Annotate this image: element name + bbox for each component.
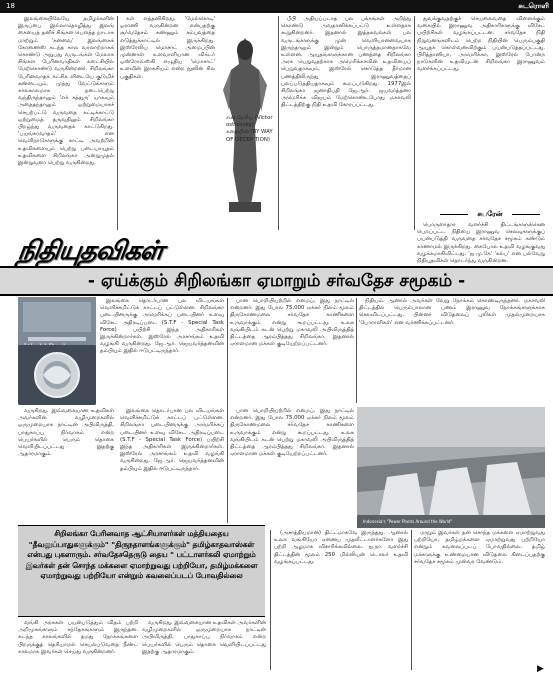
page-number: 18 [6, 2, 15, 10]
article-paragraph: துவக்குவதற்குச் செயலைவதை விளைக்கும் வகையில் இராணுவ அதிகாரிகளுக்கு விசேட பயிற்சிகள் வழங்கப்பட்டன. சர்வதேச நிதி நிறுவனங்களிடம் பெற்ற நிதியின் பெரும்பகுதி ஆயுதக் கொள்வனவிற்கும் பயன்படுத்தப்பட்டது. பிரித்தானியா, அமெரிக்கா, இஸ்ரேல் போன்ற நாடுகளின் உதவியுடன் சிறிலங்கா இராணுவம் வளர்க்கப்பட்டது. [417, 16, 545, 73]
magazine-logo: சுடரொளி [518, 2, 549, 10]
article-paragraph: வருகிறது. இவ்வகையான உதவிகள் அவர்களின் வழிமுறைகளில் ஒருமுறையாக நாட்டின் அபிவிருத்தி, பாதுகாப்பு நிர்வாகம் என்ற பெயர்களில் பெரும் தொகை வெளியிடப்பட்டது இதற்கு ஆதாரமாகும். [18, 408, 114, 458]
column-divider [411, 530, 412, 670]
column-divider [227, 298, 228, 523]
article-column-mid-3 [359, 298, 545, 403]
article-column-mid-2 [230, 298, 354, 398]
continue-arrow-icon: ▶ [537, 664, 544, 674]
article-paragraph: பான பொறியியற்றில் எமைப், இது நாட்டில் என்றனர். இது போல 75,000 ஏக்கர் நிலம் மூலம் திருகோணமலை சர்வதேச காணிகளை உருவாக்கும் என்று கூறப்பட்டது. உலக வங்கியிடம் கடன் பெற்று மகாவலி அபிவிருத்தித் திட்டத்தை ஆரம்பித்தது சிறிலங்கா. இதனால் ஏராளமான மக்கள் குடியேற்றப்பட்டனர். [230, 408, 354, 458]
article-column-low-1 [18, 408, 114, 520]
book-caption-line: கதையின் (BY WAY OF DECEP TION) [226, 129, 273, 143]
article-paragraph: இலங்கையிலேயே தமிழர்களின் இருப்பை இல்லாதொழித்து இலங் கையைத் தனிச் சிங்கள பௌத்த நாடாக மாற்றும் 'கனவை' இலங்கைக் கோணைஸ் கடந்த கால வரலாற்றாகக் கொண்டு அறுபது வருடங்கள் மேலாக சிங்கள பேரினவாதிகள் கடைசியில் மேற்கொண்டு வருகின்றனர். சிறிலங்கா பேரினவாதக் கட்சிக ளிடையே குடுமிச் சண்டையும், முந்து வேட்டுக்களும் காலகாலமாக நடைபெற்று வந்திருந்தாலும் 'எச் சத்துரு' யாகவும் அதைதந்தாலும் ஒற்றுமையாகச் செயற்பட்டு வருவதை சுட்டிக்காட்டு ஒற்றுமைத் தருவதிலும் சிறிலங்கா பிறழ்ந்து வருவதைக் காட்டுகிறது. 'பயங்கரவாதம்' என வெளிநாடுகளுக்கு காட்டி அவற்றின் உதவிகளையும் பெற்று படையாயுதம் உதவிகளை சிறிலங்கா அன்றுமுதல் இன்றுவரை பெற்று வருகின்றது. [18, 16, 114, 167]
column-divider [278, 16, 279, 230]
article-column-4-continued [417, 222, 545, 266]
column-divider [270, 530, 271, 670]
article-column-bottom-1 [18, 620, 138, 675]
article-column-bottom-4 [414, 530, 545, 670]
article-paragraph: இலங்கை தொடர்பான பல விடயங்கள் வெளிச்சமிட்டுக் காட்டப் பட்டுள்ளன. சிறிலங்கா படையினருக்கு அமெரிக்கப் படையினர் உளவு விசேட அதிரடிப்படை (S.T.F - Special Task Force) பயிற்சி இந்த அதிகாரிகள் இருக்கின்றார்கள். இஸ்ரேல் அரசாங்கம் உதவி வழங்கி வருகின்றது. ஜே.ஆர். ஜெயவர்த்தனவின் தம்பியும் இதில் ஈடுபட்டிருந்தார். [120, 408, 224, 472]
article-paragraph: வருகிறது. இவ்வகையான உதவிகள் அவர்களின் வழிமுறைகளில் ஒருமுறையாக நாட்டின் அபிவிருத்தி, பாதுகாப்பு நிர்வாகம் என்ற பெயர்களில் பெரும் தொகை வெளியிடப்பட்டது இதற்கு ஆதாரமாகும். [142, 620, 266, 655]
article-paragraph: வங்கி அரசுகள் பயன்படுத்தும் விதம் பற்றி அறிமுகங்களும் சந்தேகங்களும் இருந்தன. கடந்த காலங்களில் தமது நோக்கங்களை பிறருக்குத் தெரியாமல் செயல்படுவதை நீண்ட காலமாக இவர்கள் செய்து வருகின்றனர். [18, 620, 138, 655]
author-byline: சுபரேன் [440, 210, 540, 219]
book-caption-line: என் றேரிய (Victor ostrovsky) [226, 115, 273, 129]
article-column-low-2 [120, 408, 224, 520]
article-paragraph: நிதியம். ஆனால் அவர்கள் வேறு நோக்கம் கொண்டிருந்தனர். மகாவலி திட்டத்தில் பெரும்பாலான பணம் இராணுவ நோக்கங்களுக்காக செலவிடப்பட்டது. பின்னர் விடுதலைப் புலிகள் முதல்முறையாக 'போராளிகள்' என வர்ணிக்கப்பட்டனர். [359, 298, 545, 326]
article-column-low-3 [230, 408, 354, 520]
column-divider [356, 298, 357, 403]
article-column-bottom-1b [142, 620, 266, 675]
column-divider [414, 16, 415, 230]
imf-seal-photo [18, 345, 96, 405]
pull-quote-box [18, 525, 265, 617]
article-paragraph: (அசாத்தியமான) திட்டமாகவே இருந்தது. ஆனால் உலக வங்கியோ ஏனைய முதலீட்டாளர்களோ இது பற்றி ஆழமாக விசாரிக்கவில்லை. ஐ.நா. வளர்ச்சி திட்டத்தின் மூலம் 250 மில்லியன் டொலர் உதவி வழங்கப்பட்டது. [274, 530, 408, 565]
dam-photo [357, 407, 545, 528]
dam-photo-caption: Indonesia's "Power Plants Around the World" [363, 519, 453, 524]
pull-quote: சிறிலங்கா பேரினவாத ஆட்சியாளர்கள் மத்தியதைய "தீவலுப்பாதுகளுக்கும்" "திருநதாளங்களுக்கும்" தமிழ்காதவாஸ்கள் என்பது புகளாரும். சர்வதேசதெருடு தைய " பட்டாளர்கலி ஏமாற்றும் இவர்கள் தன் சொந்த மக்களை ஏமாற்றுவது பற்றியோ, தமிழ்மக்களை ஏமாற்றுவது பற்றியோ என்றும் கவலைப்படப் போவதில்லை [25, 529, 258, 580]
article-column-2 [120, 16, 215, 230]
article-title-box [15, 236, 273, 266]
article-column-bottom-2 [274, 530, 408, 670]
article-title: நிதியுதவிகள் [15, 236, 165, 266]
article-paragraph: பொருளாதார வளர்ச்சி திட்டங்களுக்கென பெறப்பட்ட நிதியை இராணுவ செலவுகளுக்குப் பயன்படுத்தி வருவதை சர்வதேச சமூகம் கண்டும் காணாமல் இருக்கிறது. கைபோல உதவி வழங்குவது வழக்கமாகிவிட்டது. 'ஐ.மு.கே' 'கல்ப' என பல்வேறு நிதியுதவிகள் தொடர்ந்து வருகின்றன. [417, 222, 545, 265]
article-subtitle: - ஏய்க்கும் சிறிலங்கா ஏமாறும் சர்வதேச சமூகம் - [0, 266, 553, 296]
article-column-mid-1 [100, 298, 224, 398]
article-paragraph: மாறும் இவர்கள் தன் சொந்த மக்களை ஏமாற்றுவது பற்றியோ, தமிழ்மக்களை ஏமாற்றுவது பற்றியோ என்றும் கவலைப்படப் போவதில்லை. தமிழ் மக்களுக்கு உண்மையான விடுதலை கிடைப்பதற்கு சர்வதேச சமூகம் முன்வர வேண்டும். [414, 530, 545, 565]
article-paragraph: இலங்கை தொடர்பான பல விடயங்கள் வெளிச்சமிட்டுக் காட்டப் பட்டுள்ளன. சிறிலங்கா படையினருக்கு அமெரிக்கப் படையினர் உளவு விசேட அதிரடிப்படை (S.T.F - Special Task Force) பயிற்சி இந்த அதிகாரிகள் இருக்கின்றார்கள். இஸ்ரேல் அரசாங்கம் உதவி வழங்கி வருகின்றது. ஜே.ஆர். ஜெயவர்த்தனவின் தம்பியும் இதில் ஈடுபட்டிருந்தார். [100, 298, 224, 355]
column-divider [117, 16, 118, 230]
article-column-3 [281, 16, 411, 230]
article-column-1 [18, 16, 114, 230]
article-paragraph: பீபி அதியப்படாத பல பக்கங்கள் அறிந்து கொண்டு அவதானிக்கப்பட்டு உள்ளதாக கூறுகின்றனர். இதனால் இத்தகவல்கள் பல வருடங்களுக்கு முன் வெளியானவையாக இருந்தாலும் இன்றும் பொருத்தமானதாகவே உள்ளன. ஆயுதங்களுக்கான பணத்தை சிறிலங்கா அரசு பெறுவதற்காக அமெரிக்காவின் உதவியைப் பெறுவதாகவும், இஸ்ரேல் கொடுத்த தீர்மான பணத்திலிருந்து இராணுவத்தைப் பலப்படுத்தியதாகவும் கூறப்படுகிறது. 1977இல் சிறிலங்கா ஜனாதிபதி ஜே.ஆர். ஜயவர்த்தனா அமெரிக்க விஜயம் மேற்கொண்டபோது மகாவலி திட்டத்திற்கு நிதி உதவி கோரப்பட்டது. [281, 16, 411, 109]
page-header [0, 0, 553, 13]
article-paragraph: கள் எத்தனிகிறது. 'மேல்கொடி' ஓராணி வருகின்றன என்பதற்கு சூர்வதேசம் கண்ணும் சம்பவத்தை எடுத்துக்காட்டில் இருக்கிறது. இஸ்ரேலிய மொசாட் அமைப்பின் முன்னாள் உளவாளியான விக்டர் ஒஸ்ரோவ்ஸ்கி எழுதிய 'மொசாட்' உளவின் இரகசியம் என்ற நூலின் சில பகுதிகள். [120, 16, 215, 80]
book-caption [226, 115, 276, 205]
article-paragraph: பான பொறியியற்றில் எமைப், இது நாட்டில் என்றனர். இது போல 75,000 ஏக்கர் நிலம் மூலம் திருகோணமலை சர்வதேச காணிகளை உருவாக்கும் என்று கூறப்பட்டது. உலக வங்கியிடம் கடன் பெற்று மகாவலி அபிவிருத்தித் திட்டத்தை ஆரம்பித்தது சிறிலங்கா. இதனால் ஏராளமான மக்கள் குடியேற்றப்பட்டனர். [230, 298, 354, 348]
article-column-4 [417, 16, 545, 206]
